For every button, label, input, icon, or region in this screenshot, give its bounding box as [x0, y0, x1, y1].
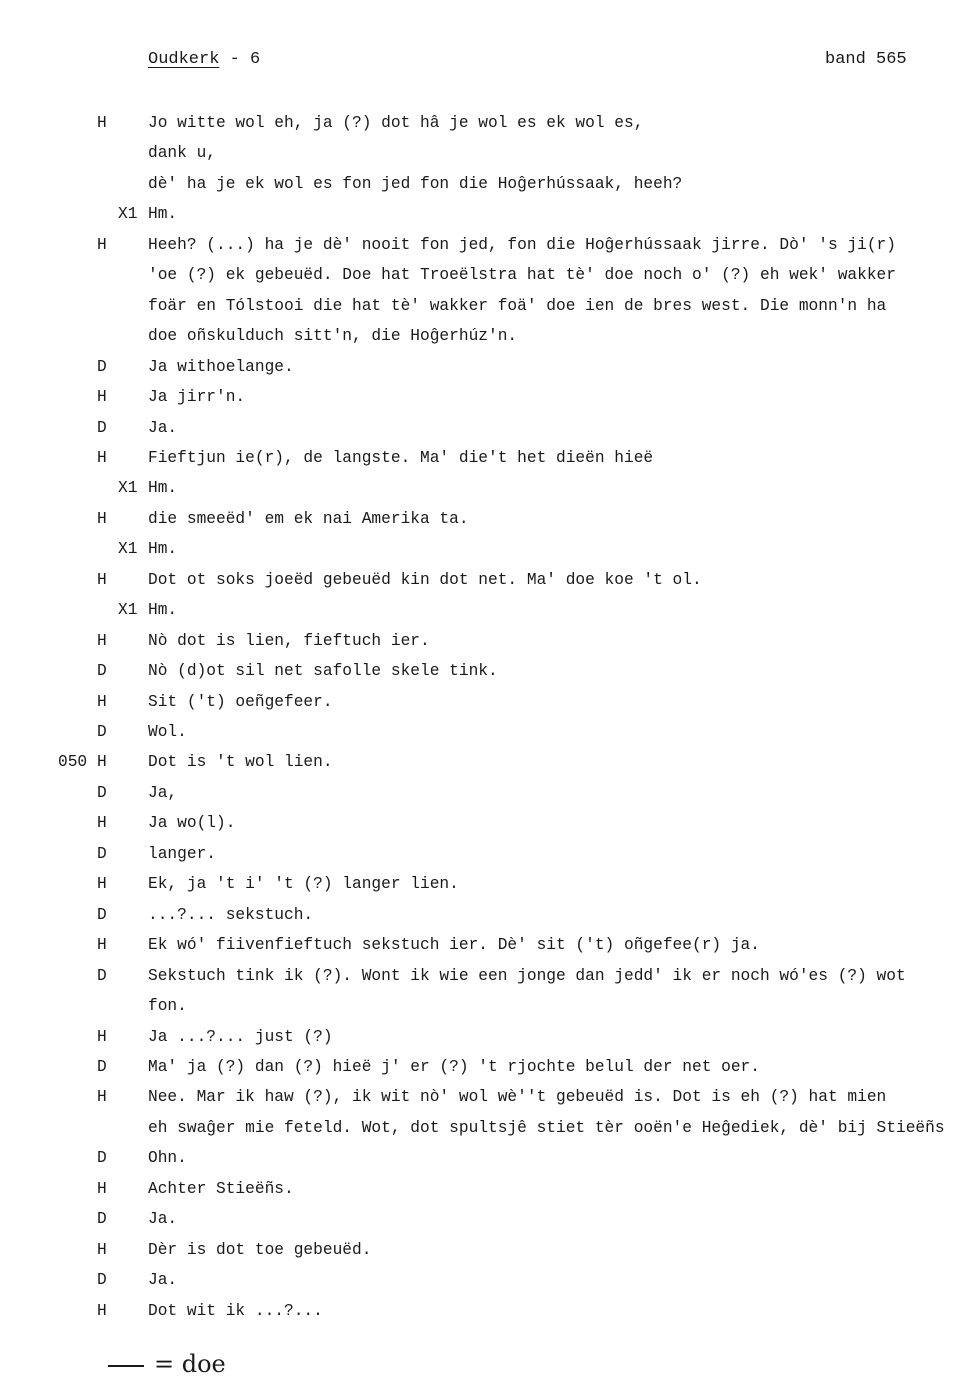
utterance-text: ...?... sekstuch. — [148, 905, 314, 924]
speaker-label: D — [97, 1149, 107, 1168]
utterance-text: Ja withoelange. — [148, 357, 294, 376]
transcript-line — [0, 413, 973, 443]
speaker-label: H — [97, 570, 107, 589]
transcript-line — [0, 930, 973, 960]
transcript-line — [0, 1174, 973, 1204]
speaker-label: H — [97, 235, 107, 254]
utterance-text: Ja. — [148, 1210, 178, 1229]
header-band: band 565 — [825, 50, 907, 69]
transcript-line — [0, 656, 973, 686]
utterance-text: Nò dot is lien, fieftuch ier. — [148, 631, 430, 650]
utterance-text: Ek, ja 't i' 't (?) langer lien. — [148, 875, 459, 894]
utterance-text: Ja jirr'n. — [148, 388, 246, 407]
transcript-line — [0, 961, 973, 991]
speaker-label: D — [97, 1057, 107, 1076]
footnote-text: = doe — [154, 1350, 226, 1378]
header-place: Oudkerk — [148, 50, 220, 69]
speaker-label: H — [97, 631, 107, 650]
utterance-text: Dot ot soks joeëd gebeuëd kin dot net. Ma' doe koe 't ol. — [148, 570, 702, 589]
transcript-line — [0, 260, 973, 290]
utterance-text: dè' ha je ek wol es fon jed fon die Hoĝerhússaak, heeh? — [148, 174, 683, 193]
transcript-line — [0, 443, 973, 473]
transcript-line — [0, 565, 973, 595]
transcript-line — [0, 138, 973, 168]
utterance-text: dank u, — [148, 144, 216, 163]
transcript-line — [0, 839, 973, 869]
utterance-text: Dèr is dot toe gebeuëd. — [148, 1240, 372, 1259]
transcript-line — [0, 1296, 973, 1326]
footnote-dash — [108, 1365, 144, 1367]
speaker-label: X1 — [118, 205, 138, 224]
speaker-label: H — [97, 692, 107, 711]
transcript-line — [0, 1143, 973, 1173]
utterance-text: doe oñskulduch sitt'n, die Hoĝerhúz'n. — [148, 327, 518, 346]
utterance-text: Ja wo(l). — [148, 814, 236, 833]
utterance-text: Dot wit ik ...?... — [148, 1301, 323, 1320]
transcript-line — [0, 595, 973, 625]
transcript-line — [0, 1113, 973, 1143]
utterance-text: die smeeëd' em ek nai Amerika ta. — [148, 509, 469, 528]
speaker-label: H — [97, 509, 107, 528]
speaker-label: H — [97, 1240, 107, 1259]
speaker-label: D — [97, 357, 107, 376]
transcript-line — [0, 1052, 973, 1082]
speaker-label: H — [97, 1027, 107, 1046]
utterance-text: Ohn. — [148, 1149, 187, 1168]
speaker-label: H — [97, 448, 107, 467]
utterance-text: Heeh? (...) ha je dè' nooit fon jed, fon die Hoĝerhússaak jirre. Dò' 's ji(r) — [148, 235, 896, 254]
speaker-label: H — [97, 1088, 107, 1107]
utterance-text: Ja. — [148, 1271, 178, 1290]
utterance-text: Hm. — [148, 540, 178, 559]
header-title — [148, 50, 260, 69]
speaker-label: D — [97, 1210, 107, 1229]
utterance-text: Jo witte wol eh, ja (?) dot hâ je wol es ek wol es, — [148, 114, 644, 132]
utterance-text: langer. — [148, 844, 216, 863]
transcript-line — [0, 382, 973, 412]
transcript-line — [0, 230, 973, 260]
transcript-line — [0, 626, 973, 656]
speaker-label: D — [97, 662, 107, 681]
utterance-text: Dot is 't wol lien. — [148, 753, 333, 772]
transcript-line — [0, 504, 973, 534]
speaker-label: D — [97, 905, 107, 924]
utterance-text: Nee. Mar ik haw (?), ik wit nò' wol wè''t gebeuëd is. Dot is eh (?) hat mien — [148, 1088, 887, 1107]
speaker-label: D — [97, 723, 107, 741]
speaker-label: D — [97, 418, 107, 437]
speaker-label: H — [97, 114, 107, 132]
speaker-label: H — [97, 388, 107, 407]
transcript-line — [0, 199, 973, 229]
speaker-label: H — [97, 1301, 107, 1320]
transcript-line — [0, 869, 973, 899]
transcript-line — [0, 473, 973, 503]
utterance-text: Ek wó' fiivenfieftuch sekstuch ier. Dè' sit ('t) oñgefee(r) ja. — [148, 936, 760, 955]
utterance-text: Achter Stieëñs. — [148, 1179, 294, 1198]
transcript-line — [0, 778, 973, 808]
utterance-text: Nò (d)ot sil net safolle skele tink. — [148, 662, 498, 681]
utterance-text: Ja ...?... just (?) — [148, 1027, 333, 1046]
speaker-label: H — [97, 753, 107, 772]
speaker-label: D — [97, 1271, 107, 1290]
speaker-label: D — [97, 966, 107, 985]
transcript-line — [0, 108, 973, 138]
utterance-text: Hm. — [148, 601, 178, 620]
speaker-label: X1 — [118, 540, 138, 559]
transcript-line — [0, 352, 973, 382]
line-number: 050 — [58, 753, 88, 772]
speaker-label: X1 — [118, 479, 138, 498]
transcript-line — [0, 991, 973, 1021]
speaker-label: X1 — [118, 601, 138, 620]
transcript-line — [0, 1235, 973, 1265]
speaker-label: H — [97, 875, 107, 894]
utterance-text: fon. — [148, 997, 187, 1016]
transcript-line — [0, 1204, 973, 1234]
utterance-text: Hm. — [148, 479, 178, 498]
utterance-text: Sekstuch tink ik (?). Wont ik wie een jonge dan jedd' ik er noch wó'es (?) wot — [148, 966, 906, 985]
transcript-line — [0, 534, 973, 564]
speaker-label: D — [97, 844, 107, 863]
speaker-label: D — [97, 783, 107, 802]
header-page-number: - 6 — [219, 50, 261, 69]
utterance-text: Wol. — [148, 723, 187, 741]
transcript-line — [0, 717, 973, 747]
transcript-line — [0, 1265, 973, 1295]
speaker-label: H — [97, 814, 107, 833]
speaker-label: H — [97, 1179, 107, 1198]
utterance-text: 'oe (?) ek gebeuëd. Doe hat Troeëlstra hat tè' doe noch o' (?) eh wek' wakker — [148, 266, 896, 285]
speaker-label: H — [97, 936, 107, 955]
utterance-text: Fieftjun ie(r), de langste. Ma' die't het dieën hieë — [148, 448, 654, 467]
utterance-text: foär en Tólstooi die hat tè' wakker foä' doe ien de bres west. Die monn'n ha — [148, 296, 887, 315]
utterance-text: Ja. — [148, 418, 178, 437]
transcript-line — [0, 169, 973, 199]
utterance-text: eh swaĝer mie feteld. Wot, dot spultsjê stiet tèr ooën'e Heĝediek, dè' bij Stieëñs — [148, 1118, 945, 1137]
utterance-text: Sit ('t) oeñgefeer. — [148, 692, 333, 711]
transcript-line — [0, 900, 973, 930]
transcript-line — [0, 687, 973, 717]
transcript-line — [0, 1022, 973, 1052]
transcript-line — [0, 808, 973, 838]
utterance-text: Ma' ja (?) dan (?) hieë j' er (?) 't rjochte belul der net oer. — [148, 1057, 760, 1076]
utterance-text: Ja, — [148, 783, 178, 802]
transcript-line — [0, 1082, 973, 1112]
transcript-line — [0, 291, 973, 321]
transcript-line — [0, 321, 973, 351]
handwritten-footnote — [108, 1350, 226, 1378]
utterance-text: Hm. — [148, 205, 178, 224]
transcript-line — [0, 747, 973, 777]
